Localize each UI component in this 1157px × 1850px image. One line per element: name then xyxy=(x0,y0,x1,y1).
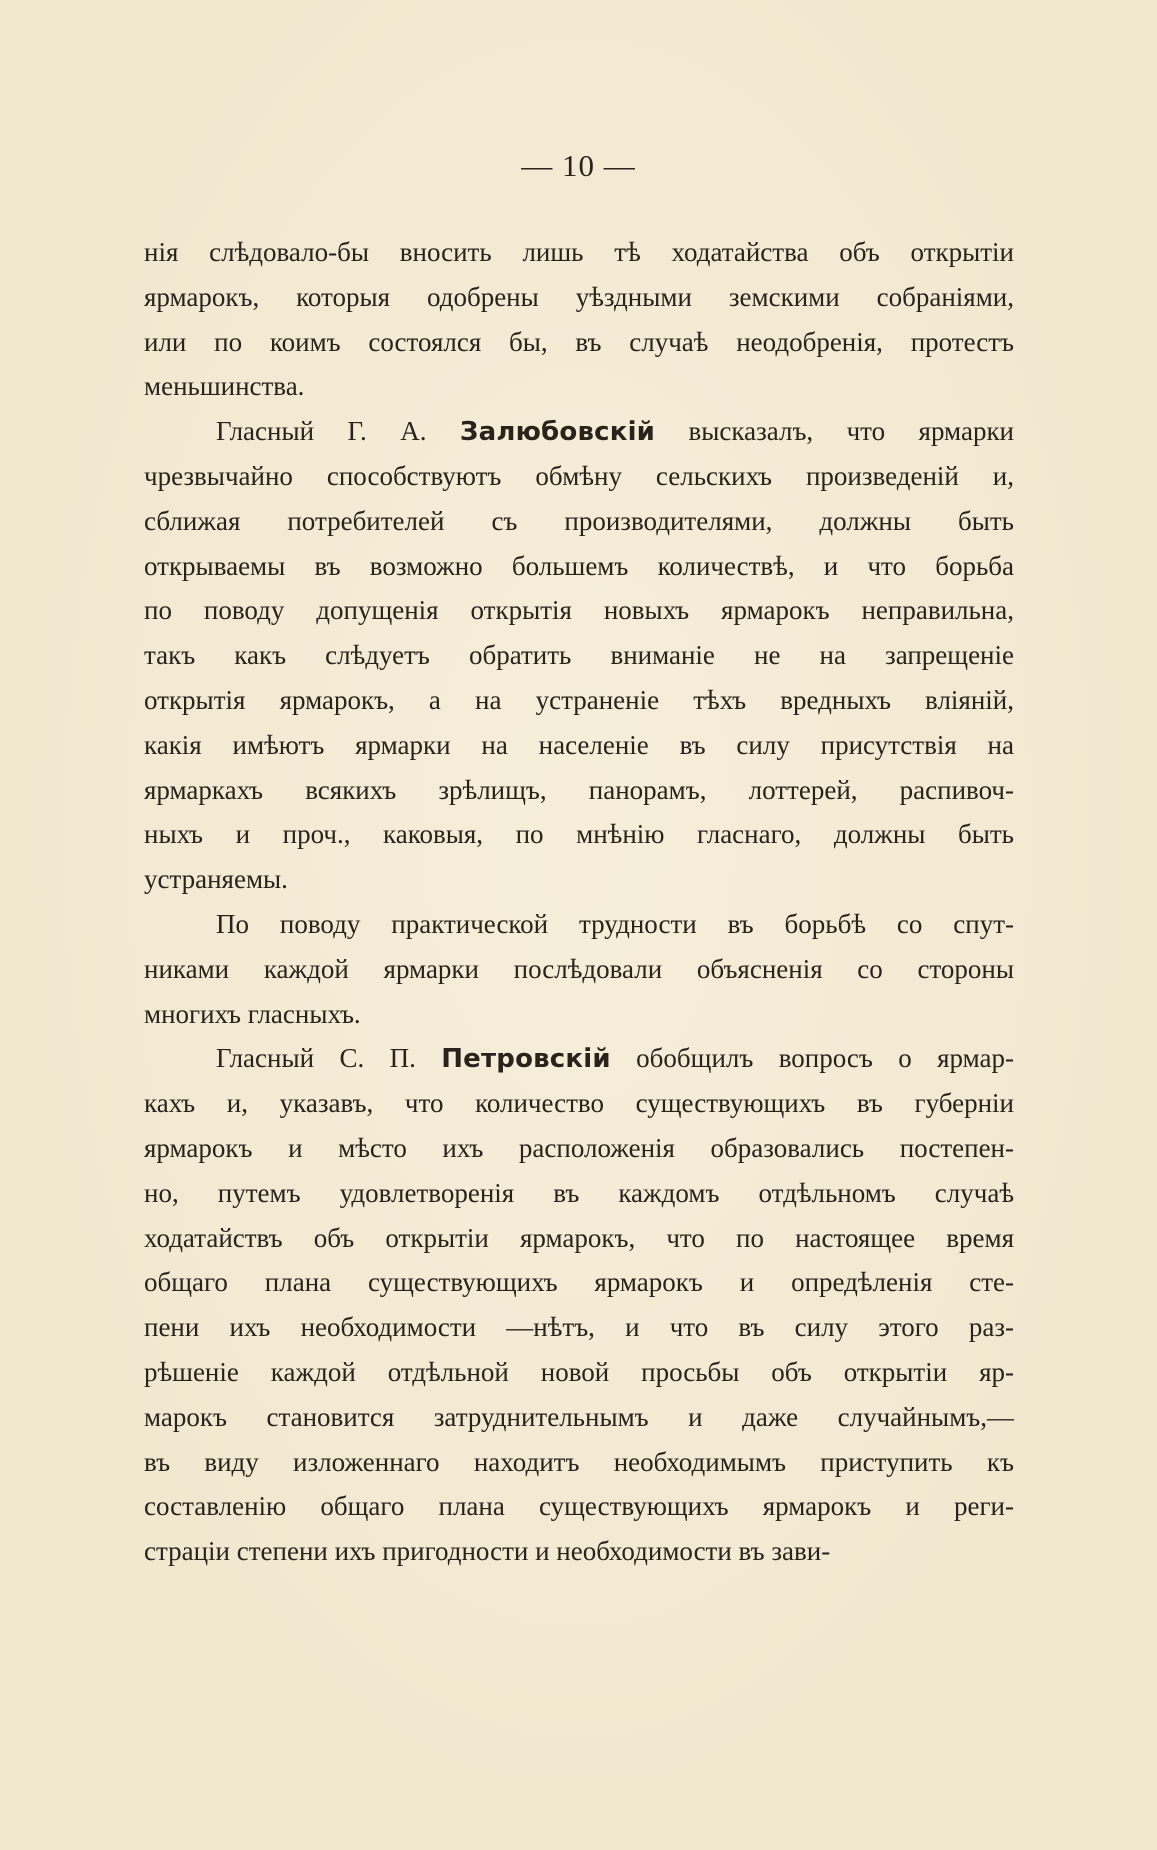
text-line: открываемы въ возможно большемъ количествѣ, и что борьба xyxy=(144,550,1014,581)
text-line: ходатайствъ объ открытіи ярмарокъ, что по настоящее время xyxy=(144,1222,1014,1253)
text-line: какія имѣютъ ярмарки на населеніе въ силу присутствія на xyxy=(144,729,1014,760)
line-prefix: Гласный С. П. xyxy=(216,1043,442,1074)
paragraph xyxy=(144,1036,1014,1574)
paragraph xyxy=(144,230,1014,409)
line-suffix: высказалъ, что ярмарки xyxy=(655,416,1014,447)
text-line: кахъ и, указавъ, что количество существующихъ въ губерніи xyxy=(144,1088,1014,1119)
text-line: но, путемъ удовлетворенія въ каждомъ отдѣльномъ случаѣ xyxy=(144,1177,1014,1208)
text-line: общаго плана существующихъ ярмарокъ и опредѣленія сте- xyxy=(144,1267,1014,1298)
text-line: ярмарокъ и мѣсто ихъ расположенія образовались постепен- xyxy=(144,1132,1014,1163)
text-line: ярмарокъ, которыя одобрены уѣздными земскими собраніями, xyxy=(144,281,1014,312)
text-line: открытія ярмарокъ, а на устраненіе тѣхъ вредныхъ вліяній, xyxy=(144,684,1014,715)
text-line: никами каждой ярмарки послѣдовали объясненія со стороны xyxy=(144,953,1014,984)
text-line: по поводу допущенія открытія новыхъ ярмарокъ неправильна, xyxy=(144,595,1014,626)
paragraph xyxy=(144,902,1014,1036)
text-line: многихъ гласныхъ. xyxy=(144,998,361,1029)
text-line: страціи степени ихъ пригодности и необходимости въ зави- xyxy=(144,1536,831,1567)
text-line: составленію общаго плана существующихъ ярмарокъ и реги- xyxy=(144,1491,1014,1522)
text-line: въ виду изложеннаго находитъ необходимымъ приступить къ xyxy=(144,1446,1014,1477)
text-line: рѣшеніе каждой отдѣльной новой просьбы объ открытіи яр- xyxy=(144,1356,1014,1387)
text-line: меньшинства. xyxy=(144,371,305,402)
text-line xyxy=(144,1036,1014,1081)
text-line: чрезвычайно способствуютъ обмѣну сельскихъ произведеній и, xyxy=(144,460,1014,491)
text-line: или по коимъ состоялся бы, въ случаѣ неодобренія, протестъ xyxy=(144,326,1014,357)
text-line: По поводу практической трудности въ борьбѣ со спут- xyxy=(216,908,1014,939)
text-line: сближая потребителей съ производителями, должны быть xyxy=(144,505,1014,536)
speaker-name: Залюбовскій xyxy=(459,417,656,448)
text-line: ныхъ и проч., каковыя, по мнѣнію гласнаго, должны быть xyxy=(144,819,1014,850)
text-line: марокъ становится затруднительнымъ и даже случайнымъ,— xyxy=(144,1401,1014,1432)
speaker-name: Петровскій xyxy=(441,1044,611,1075)
text-line: устраняемы. xyxy=(144,864,288,895)
line-suffix: обобщилъ вопросъ о ярмар- xyxy=(610,1043,1014,1074)
text-line: пени ихъ необходимости —нѣтъ, и что въ силу этого раз- xyxy=(144,1312,1014,1343)
text-line: ярмаркахъ всякихъ зрѣлищъ, панорамъ, лоттерей, распивоч- xyxy=(144,774,1014,805)
line-prefix: Гласный Г. А. xyxy=(216,416,460,447)
paragraph xyxy=(144,409,1014,902)
page-number: — 10 — xyxy=(521,148,636,183)
body-text xyxy=(144,230,1014,1574)
text-line: нія слѣдовало-бы вносить лишь тѣ ходатайства объ открытіи xyxy=(144,237,1014,267)
text-line xyxy=(144,409,1014,454)
text-line: такъ какъ слѣдуетъ обратить вниманіе не на запрещеніе xyxy=(144,640,1014,671)
